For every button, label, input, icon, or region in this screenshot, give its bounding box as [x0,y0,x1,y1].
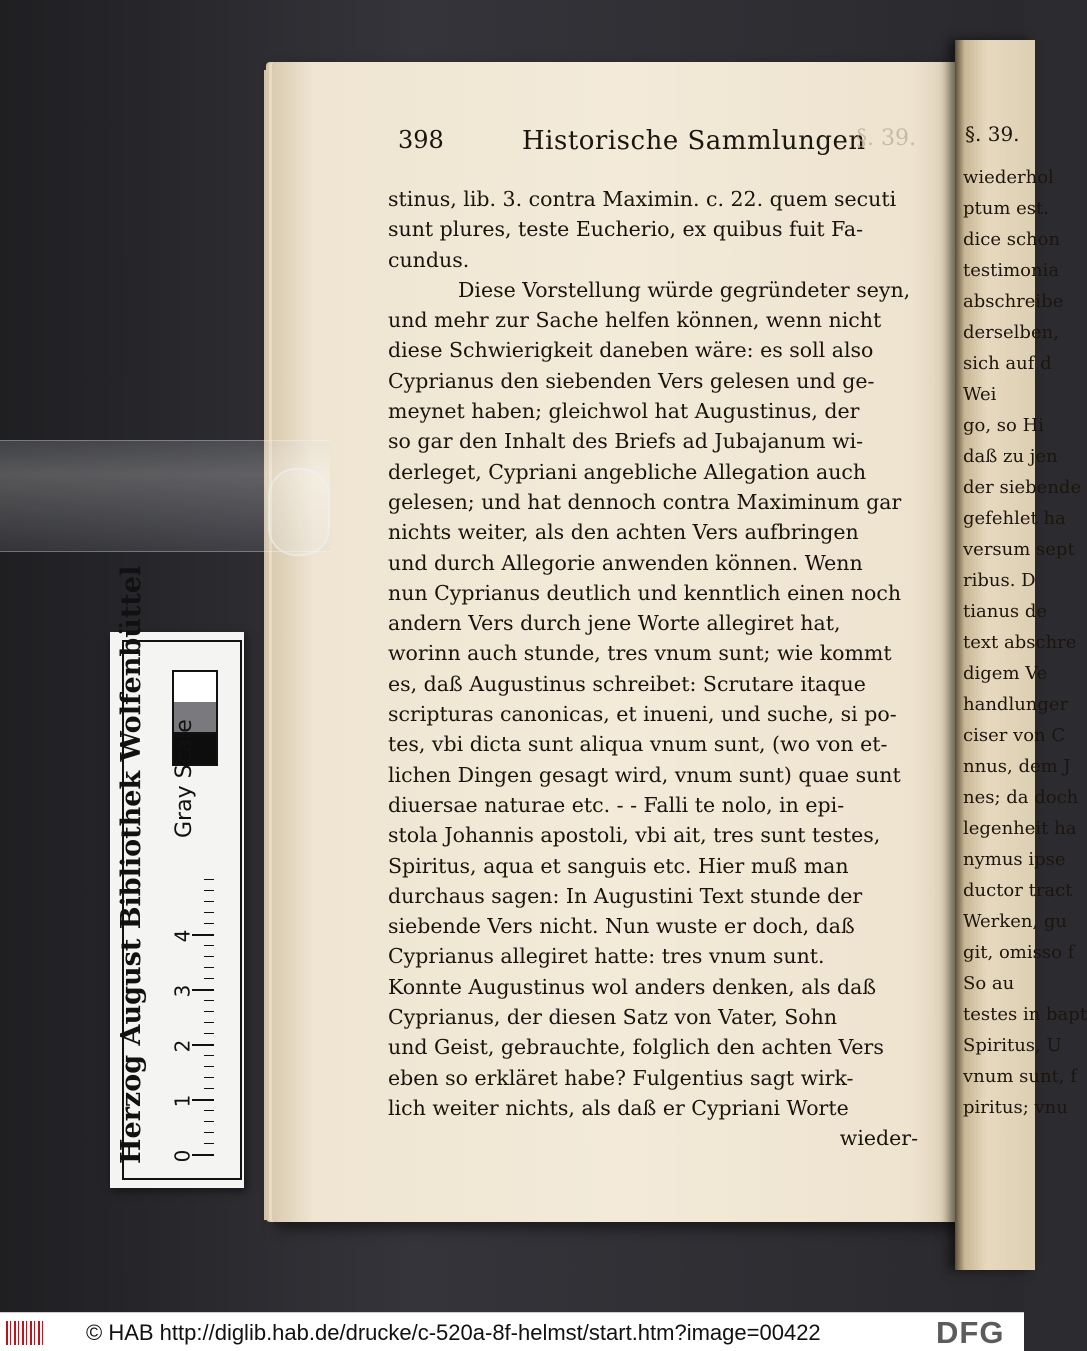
ruler-tick [204,901,214,902]
bleed-through-text: §. 39. [856,126,916,151]
gray-scale-label: Gray Scale [172,719,197,838]
ruler-tick [204,1055,214,1056]
text-line: der siebende [963,477,1082,498]
text-line: scripturas canonicas, et inueni, und suche, si po- [388,702,897,727]
text-line: git, omisso f [963,942,1075,963]
ruler-number: 1 [170,1094,195,1108]
ruler-tick [204,923,214,924]
facing-page [955,40,1087,1270]
text-line: und mehr zur Sache helfen können, wenn nicht [388,308,882,333]
text-line: lich weiter nichts, als daß er Cypriani Worte [388,1095,849,1120]
text-line: derselben, [963,322,1059,343]
page-header [398,126,958,166]
text-line: sunt plures, teste Eucherio, ex quibus fuit Fa- [388,217,864,242]
text-line: meynet haben; gleichwol hat Augustinus, der [388,399,860,424]
text-line: es, daß Augustinus schreibet: Scrutare itaque [388,671,866,696]
text-line: gefehlet ha [963,508,1066,529]
text-line: vnum sunt, f [963,1066,1077,1087]
facing-page-header: §. 39. [965,122,1020,146]
ruler-tick [192,1154,214,1156]
ruler-tick [204,1033,214,1034]
text-line: Konnte Augustinus wol anders denken, als daß [388,974,877,999]
ruler-tick [204,1011,214,1012]
text-line: ribus. D [963,570,1036,591]
ruler-tick [204,1143,214,1144]
text-line: digem Ve [963,663,1048,684]
copyright-footer [0,1312,1024,1351]
text-line: sich auf d [963,353,1052,374]
text-line: eben so erkläret habe? Fulgentius sagt wirk- [388,1065,854,1090]
ruler-tick [204,1132,214,1133]
text-line: Spiritus, aqua et sanguis etc. Hier muß man [388,853,849,878]
ruler-tick [204,1121,214,1122]
text-line: legenheit ha [963,818,1077,839]
library-name: Herzog August Bibliothek Wolfenbüttel [116,565,147,1164]
ruler-tick [192,1099,214,1101]
ruler-tick [192,934,214,936]
text-line: go, so Hi [963,415,1045,436]
ruler-number: 3 [170,984,195,998]
text-line: Werken, gu [963,911,1068,932]
ruler-tick [204,1066,214,1067]
text-line: Wei [963,384,997,405]
ruler-tick [204,912,214,913]
ruler-tick [204,879,214,880]
text-line: stinus, lib. 3. contra Maximin. c. 22. quem secuti [388,187,897,211]
barcode-icon [6,1321,46,1345]
plastic-strap-end [268,468,330,556]
ruler-number: 0 [170,1149,195,1163]
text-line: diese Schwierigkeit daneben wäre: es soll also [388,338,874,363]
text-line: und Geist, gebrauchte, folglich den achten Vers [388,1035,884,1060]
white-swatch [172,670,218,702]
text-line: nes; da doch [963,787,1079,808]
dfg-logo: DFG [936,1315,1005,1350]
catchword: wieder- [839,1126,918,1151]
text-line: andern Vers durch jene Worte allegiret hat, [388,611,841,636]
ruler-tick [204,1110,214,1111]
text-line: und durch Allegorie anwenden können. Wenn [388,550,863,575]
facing-page-text [963,162,1087,1123]
text-line: diuersae naturae etc. - - Falli te nolo, in epi- [388,792,845,817]
text-line: tianus de [963,601,1048,622]
text-line: derleget, Cypriani angebliche Allegation auch [388,459,867,484]
text-line: dice schon [963,229,1061,250]
ruler-tick [204,890,214,891]
text-line: Spiritus, U [963,1035,1062,1056]
text-line: wiederhol [963,167,1054,188]
ruler-tick [192,1044,214,1046]
text-line: so gar den Inhalt des Briefs ad Jubajanum wi- [388,429,864,454]
text-line: ptum est. [963,198,1049,219]
ruler-tick [204,945,214,946]
text-line: text abschre [963,632,1077,653]
text-line: daß zu jen [963,446,1058,467]
text-line: cundus. [388,247,470,272]
text-line: tes, vbi dicta sunt aliqua vnum sunt, (wo von et- [388,732,888,757]
text-line: abschreibe [963,291,1064,312]
text-line: ciser von C [963,725,1066,746]
ruler-number: 4 [170,929,195,943]
text-line: versum sept [963,539,1075,560]
page-number: 398 [398,126,444,154]
text-line: siebende Vers nicht. Nun wuste er doch, daß [388,914,855,939]
text-line: Diese Vorstellung würde gegründeter seyn, [458,277,911,302]
text-line: nichts weiter, als den achten Vers aufbringen [388,520,859,545]
text-line: nnus, dem J [963,756,1071,777]
text-line: ductor tract [963,880,1073,901]
ruler [170,866,214,1166]
text-line: worinn auch stunde, tres vnum sunt; wie kommt [388,641,892,666]
copyright-url-text[interactable]: © HAB http://diglib.hab.de/drucke/c-520a-8f-helmst/start.htm?image=00422 [86,1320,821,1345]
ruler-tick [204,1022,214,1023]
text-line: testimonia [963,260,1060,281]
ruler-tick [204,1000,214,1001]
text-line: Cyprianus allegiret hatte: tres vnum sunt. [388,944,825,969]
ruler-tick [204,1088,214,1089]
text-line: Cyprianus den siebenden Vers gelesen und ge- [388,368,875,393]
ruler-tick [204,956,214,957]
ruler-number: 2 [170,1039,195,1053]
running-title: Historische Sammlungen [522,126,866,156]
text-line: gelesen; und hat dennoch contra Maximinum gar [388,489,902,514]
text-line: testes in bapt [963,1004,1087,1025]
ruler-tick [204,1077,214,1078]
text-line: nymus ipse [963,849,1066,870]
text-line: handlunger [963,694,1069,715]
text-line: piritus; vnu [963,1097,1068,1118]
text-line: So au [963,973,1015,994]
text-line: lichen Dingen gesagt wird, vnum sunt) quae sunt [388,762,901,787]
text-line: Cyprianus, der diesen Satz von Vater, Sohn [388,1005,838,1030]
ruler-tick [192,989,214,991]
ruler-tick [204,978,214,979]
text-line: stola Johannis apostoli, vbi ait, tres sunt testes, [388,823,881,848]
page-body-text [388,184,918,1154]
ruler-tick [204,967,214,968]
text-line: nun Cyprianus deutlich und kenntlich einen noch [388,580,902,605]
text-line: durchaus sagen: In Augustini Text stunde der [388,883,863,908]
